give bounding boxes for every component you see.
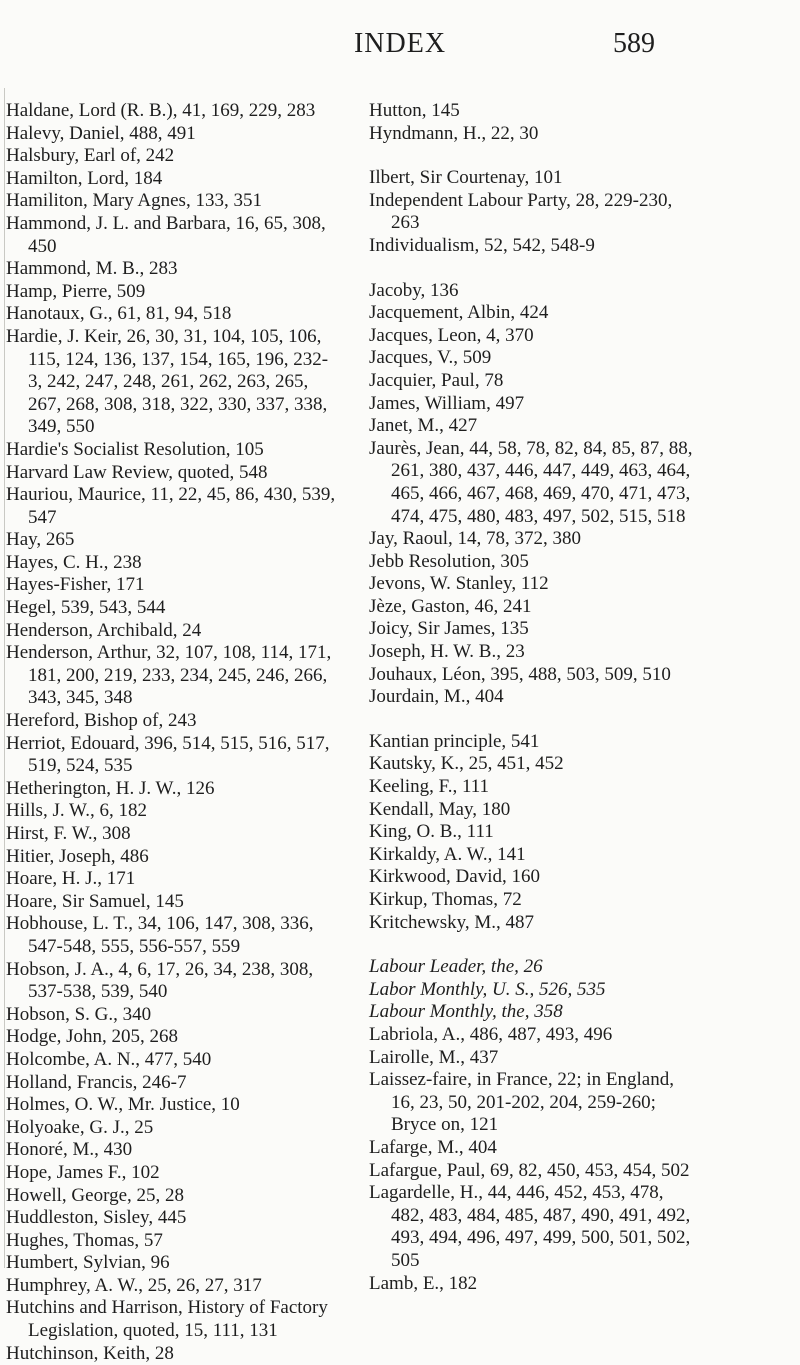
index-entry: Hanotaux, G., 61, 81, 94, 518 — [6, 303, 232, 325]
index-entry: Hauriou, Maurice, 11, 22, 45, 86, 430, 539, 547 — [6, 484, 336, 528]
page-number: 589 — [613, 28, 655, 59]
index-group-i — [369, 167, 699, 257]
index-entry: Jacquier, Paul, 78 — [369, 369, 504, 391]
index-entry: Kautsky, K., 25, 451, 452 — [369, 753, 564, 775]
index-group-k — [369, 731, 699, 934]
index-entry: Kantian principle, 541 — [369, 730, 540, 752]
index-entry: Hutchins and Harrison, History of Factory Legislation, quoted, 15, 111, 131 — [6, 1297, 328, 1342]
index-column-left — [6, 100, 336, 1365]
index-entry: Jebb Resolution, 305 — [369, 550, 529, 572]
index-entry: Hills, J. W., 6, 182 — [6, 800, 147, 822]
page-header — [0, 28, 800, 68]
index-entry: Hobson, S. G., 340 — [6, 1003, 152, 1025]
index-entry: Hoare, H. J., 171 — [6, 868, 136, 890]
index-entry: Lairolle, M., 437 — [369, 1046, 499, 1068]
index-entry: Ilbert, Sir Courtenay, 101 — [369, 167, 563, 189]
index-entry: Humphrey, A. W., 25, 26, 27, 317 — [6, 1274, 262, 1296]
index-entry: Hammond, J. L. and Barbara, 16, 65, 308, 450 — [6, 212, 326, 257]
index-entry: Haldane, Lord (R. B.), 41, 169, 229, 283 — [6, 100, 316, 121]
index-entry: Jacques, V., 509 — [369, 347, 492, 369]
index-entry: Lagardelle, H., 44, 446, 452, 453, 478, 482, 483, 484, 485, 487, 490, 491, 492, 493, 494, 496, 497, 499, 500, 501, 502, 505 — [369, 1182, 691, 1271]
index-entry: Jacoby, 136 — [369, 279, 459, 301]
index-entry: Jourdain, M., 404 — [369, 686, 504, 708]
index-entry: Hyndmann, H., 22, 30 — [369, 122, 539, 144]
index-entry: Hamiliton, Mary Agnes, 133, 351 — [6, 190, 262, 212]
index-entry: Janet, M., 427 — [369, 415, 478, 437]
index-entry: Independent Labour Party, 28, 229-230, 263 — [369, 189, 673, 234]
index-entry: Hitier, Joseph, 486 — [6, 845, 149, 867]
index-entry: Huddleston, Sisley, 445 — [6, 1207, 187, 1229]
index-entry: Hegel, 539, 543, 544 — [6, 597, 166, 619]
index-entry: Labriola, A., 486, 487, 493, 496 — [369, 1023, 613, 1045]
index-entry: Hetherington, H. J. W., 126 — [6, 777, 215, 799]
index-entry: Hammond, M. B., 283 — [6, 258, 178, 280]
index-entry: Laissez-faire, in France, 22; in England, 16, 23, 50, 201-202, 204, 259-260; Bryce on, 121 — [369, 1069, 674, 1136]
index-column-right — [369, 100, 699, 1295]
index-entry: Kirkwood, David, 160 — [369, 866, 540, 888]
index-entry: Harvard Law Review, quoted, 548 — [6, 461, 268, 483]
index-entry: Hereford, Bishop of, 243 — [6, 710, 197, 732]
index-entry: Jay, Raoul, 14, 78, 372, 380 — [369, 528, 581, 550]
index-entry: Lamb, E., 182 — [369, 1272, 478, 1294]
index-entry: Humbert, Sylvian, 96 — [6, 1252, 170, 1274]
index-entry: Hamp, Pierre, 509 — [6, 280, 146, 302]
index-entry: James, William, 497 — [369, 392, 525, 414]
index-group-j — [369, 280, 699, 709]
index-entry: Holmes, O. W., Mr. Justice, 10 — [6, 1094, 240, 1116]
index-entry: Lafargue, Paul, 69, 82, 450, 453, 454, 502 — [369, 1159, 690, 1181]
index-entry: Labour Monthly, the, 358 — [369, 1001, 563, 1023]
index-entry: Holyoake, G. J., 25 — [6, 1116, 154, 1138]
index-entry: Hirst, F. W., 308 — [6, 823, 131, 844]
index-entry: Joicy, Sir James, 135 — [369, 618, 529, 640]
index-entry: Jèze, Gaston, 46, 241 — [369, 595, 532, 617]
index-entry: Hutchinson, Keith, 28 — [6, 1342, 174, 1364]
index-group-l — [369, 956, 699, 1295]
index-group-h — [369, 100, 699, 145]
index-entry: Jouhaux, Léon, 395, 488, 503, 509, 510 — [369, 663, 671, 685]
index-entry: Labor Monthly, U. S., 526, 535 — [369, 978, 606, 1000]
page-edge-rule — [4, 88, 5, 1268]
index-entry: Howell, George, 25, 28 — [6, 1184, 185, 1206]
index-entry: Hayes-Fisher, 171 — [6, 574, 145, 596]
index-entry: Hughes, Thomas, 57 — [6, 1229, 163, 1251]
index-entry: Kendall, May, 180 — [369, 798, 511, 820]
index-entry: Kirkaldy, A. W., 141 — [369, 843, 526, 865]
index-entry: Holcombe, A. N., 477, 540 — [6, 1048, 212, 1070]
index-entry: Jacquement, Albin, 424 — [369, 302, 549, 324]
index-entry: Jacques, Leon, 4, 370 — [369, 324, 534, 346]
index-entry: Hayes, C. H., 238 — [6, 551, 142, 573]
index-entry: Lafarge, M., 404 — [369, 1136, 497, 1158]
index-entry: Kirkup, Thomas, 72 — [369, 889, 522, 910]
index-entry: Holland, Francis, 246-7 — [6, 1071, 187, 1093]
index-entry: Hodge, John, 205, 268 — [6, 1026, 179, 1048]
index-entry: Hobson, J. A., 4, 6, 17, 26, 34, 238, 308, 537-538, 539, 540 — [6, 958, 314, 1003]
index-entry: Labour Leader, the, 26 — [369, 956, 543, 978]
index-entry: Kritchewsky, M., 487 — [369, 911, 534, 933]
index-entry: Henderson, Archibald, 24 — [6, 619, 202, 641]
running-head: INDEX — [353, 28, 447, 59]
index-entry: Hay, 265 — [6, 529, 75, 551]
index-entry: Honoré, M., 430 — [6, 1139, 133, 1161]
index-entry: Hardie's Socialist Resolution, 105 — [6, 438, 264, 460]
index-entry: Hutton, 145 — [369, 100, 460, 121]
index-entry: Henderson, Arthur, 32, 107, 108, 114, 171, 181, 200, 219, 233, 234, 245, 246, 266, 343, 345, 348 — [6, 642, 332, 709]
index-entry: Individualism, 52, 542, 548-9 — [369, 234, 595, 256]
index-entry: Jaurès, Jean, 44, 58, 78, 82, 84, 85, 87, 88, 261, 380, 437, 446, 447, 449, 463, 464, 465, 466, 467, 468, 469, 470, 471, 473, 474, 475, 480, 483, 497, 502, 515, 518 — [369, 437, 693, 527]
index-entry: Hardie, J. Keir, 26, 30, 31, 104, 105, 106, 115, 124, 136, 137, 154, 165, 196, 232-3, 242, 247, 248, 261, 262, 263, 265, 267, 268, 308, 318, 322, 330, 337, 338, 349, 550 — [6, 325, 329, 438]
index-entry: Hoare, Sir Samuel, 145 — [6, 890, 184, 912]
index-entry: Halevy, Daniel, 488, 491 — [6, 122, 196, 144]
index-entry: Jevons, W. Stanley, 112 — [369, 573, 549, 595]
index-entry: King, O. B., 111 — [369, 821, 494, 843]
index-entry: Keeling, F., 111 — [369, 776, 490, 798]
index-entry: Joseph, H. W. B., 23 — [369, 641, 525, 663]
index-entry: Hope, James F., 102 — [6, 1161, 160, 1183]
index-entry: Hamilton, Lord, 184 — [6, 167, 163, 189]
index-entry: Hobhouse, L. T., 34, 106, 147, 308, 336, 547-548, 555, 556-557, 559 — [6, 913, 314, 957]
index-entry: Halsbury, Earl of, 242 — [6, 145, 175, 167]
index-entry: Herriot, Edouard, 396, 514, 515, 516, 517, 519, 524, 535 — [6, 732, 330, 777]
